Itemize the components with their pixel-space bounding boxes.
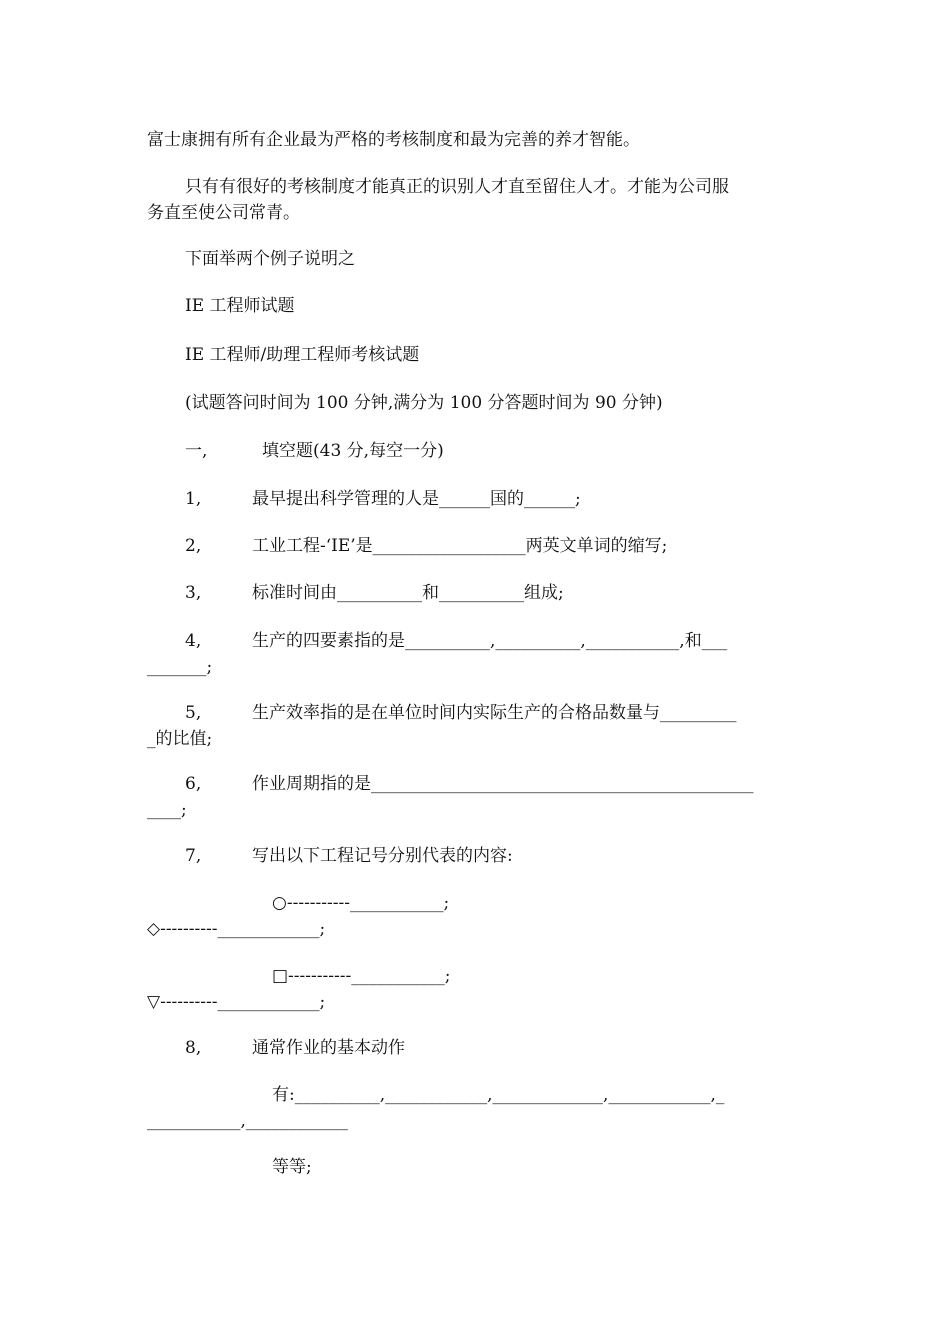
- question-7-symbol-diamond: ◇----------____________;: [147, 919, 326, 939]
- question-4-text: 生产的四要素指的是__________,__________,___________,和___: [252, 631, 728, 651]
- intro-line-2b: 务直至使公司常青。: [147, 203, 300, 223]
- test-title: IE 工程师试题: [185, 296, 295, 316]
- time-note: (试题答问时间为 100 分钟,满分为 100 分答题时间为 90 分钟): [185, 393, 663, 413]
- question-7-number: 7,: [185, 846, 202, 866]
- question-2-number: 2,: [185, 536, 202, 556]
- section-title: 填空题(43 分,每空一分): [262, 441, 444, 461]
- question-6-text-continued: ____;: [147, 800, 187, 820]
- question-1-number: 1,: [185, 489, 202, 509]
- question-4-number: 4,: [185, 631, 202, 651]
- question-5-text-continued: _的比值;: [147, 729, 213, 749]
- question-2-text: 工业工程-‘IE’是__________________两英文单词的缩写;: [252, 536, 668, 556]
- question-7-symbol-triangle: ▽----------____________;: [147, 992, 326, 1012]
- question-7-text: 写出以下工程记号分别代表的内容:: [252, 846, 513, 866]
- examples-intro: 下面举两个例子说明之: [185, 249, 355, 269]
- question-6-number: 6,: [185, 774, 202, 794]
- question-5-text: 生产效率指的是在单位时间内实际生产的合格品数量与_________: [252, 703, 737, 723]
- question-4-text-continued: _______;: [147, 657, 213, 677]
- question-7-symbol-circle: ○-----------___________;: [272, 893, 450, 913]
- question-3-number: 3,: [185, 583, 202, 603]
- intro-line-2a: 只有有很好的考核制度才能真正的识别人才直至留住人才。才能为公司服: [185, 177, 729, 197]
- question-7-symbol-square: □-----------___________;: [272, 966, 451, 986]
- question-1-text: 最早提出科学管理的人是______国的______;: [252, 489, 581, 509]
- question-8-number: 8,: [185, 1038, 202, 1058]
- intro-line-1: 富士康拥有所有企业最为严格的考核制度和最为完善的养才智能。: [147, 130, 640, 150]
- question-3-text: 标准时间由__________和__________组成;: [252, 583, 564, 603]
- question-8-text: 通常作业的基本动作: [252, 1038, 405, 1058]
- question-8-blanks-continued: ___________,____________: [147, 1111, 348, 1131]
- section-number: 一,: [185, 441, 208, 461]
- question-8-ending: 等等;: [272, 1157, 312, 1177]
- question-8-blanks: 有:__________,____________,_____________,____________,_: [272, 1085, 725, 1105]
- exam-title: IE 工程师/助理工程师考核试题: [185, 345, 420, 365]
- question-5-number: 5,: [185, 703, 202, 723]
- question-6-text: 作业周期指的是_____________________________________________: [252, 774, 754, 794]
